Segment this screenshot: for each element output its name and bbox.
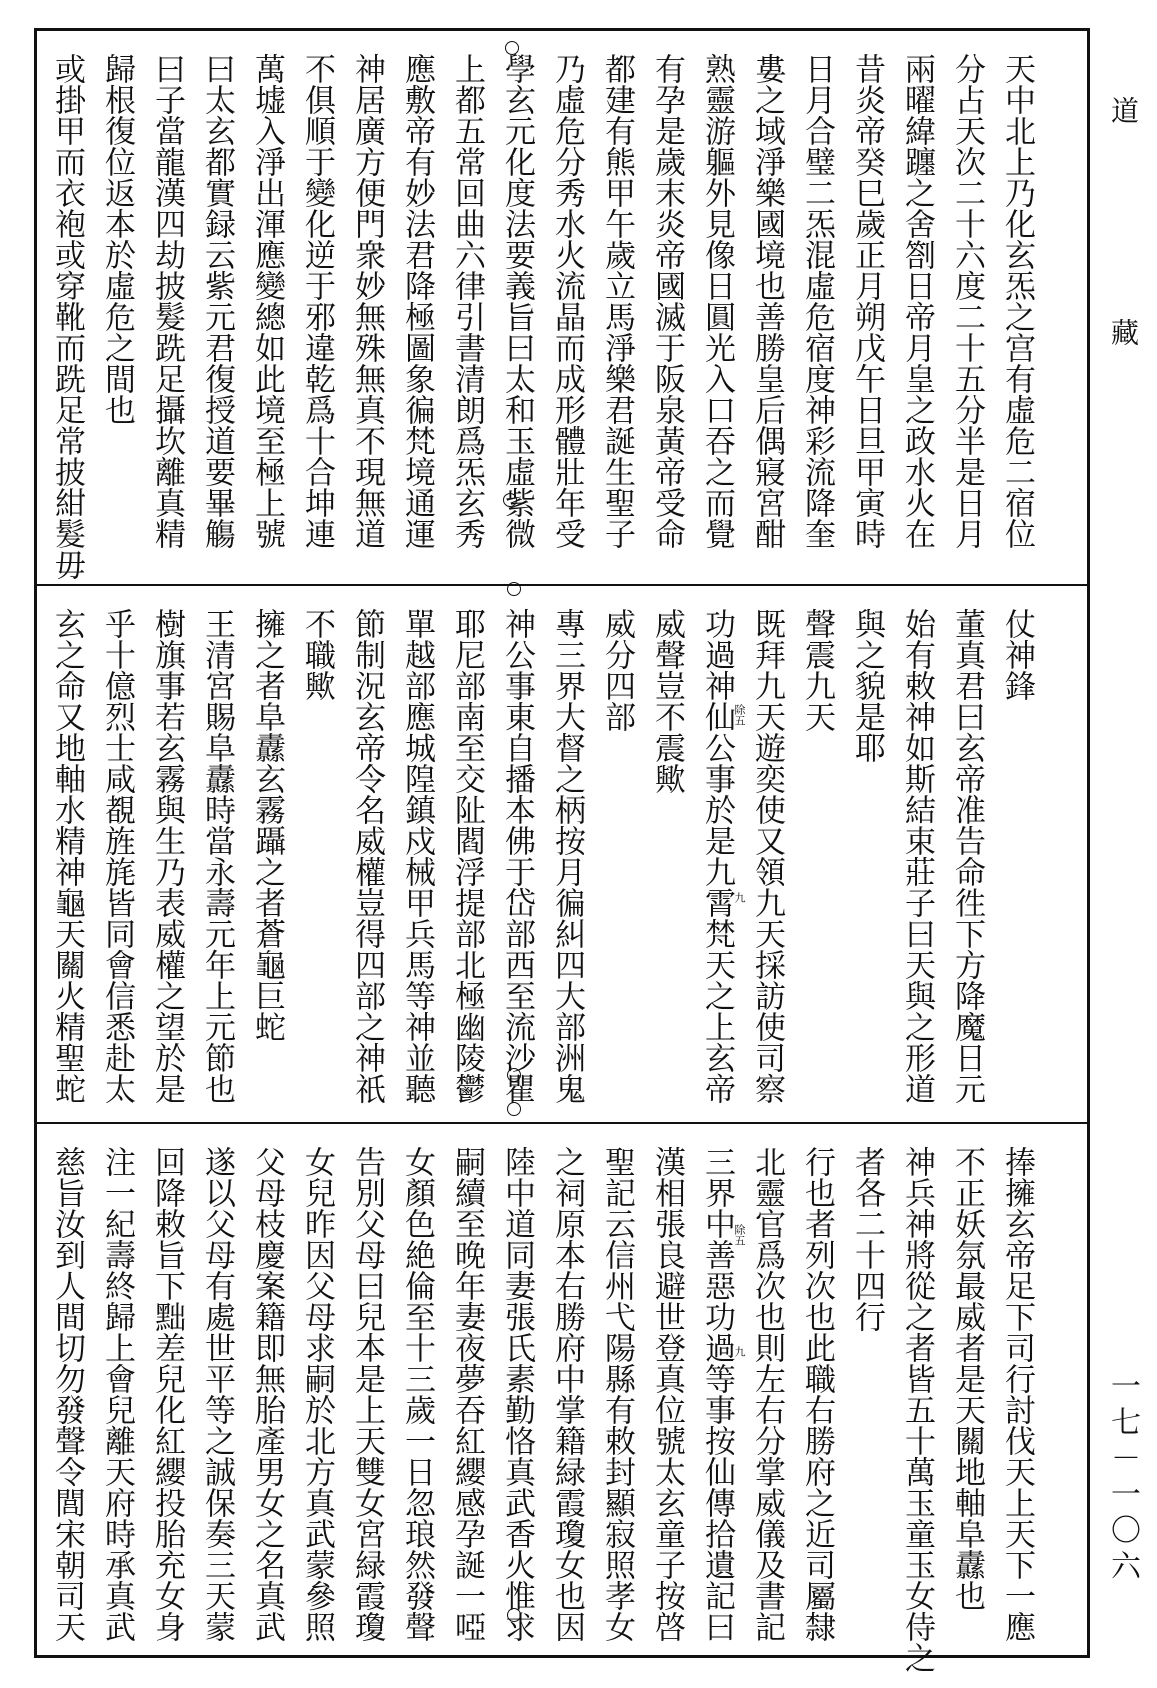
text-column: 不職歟 <box>299 608 335 701</box>
text-column: 威分四部 <box>599 608 635 732</box>
collection-title-char-2: 藏 <box>1107 318 1140 346</box>
text-column: 漢相張良避世登真位號太玄童子按啓 <box>649 1146 685 1642</box>
text-column: 曰太玄都實録云紫元君復授道要畢觴 <box>199 53 235 549</box>
text-column: 有孕是歲末炎帝國滅于阪泉黃帝受命 <box>649 53 685 549</box>
text-column: 乃虛危分秀水火流晶而成形體壯年受 <box>549 53 585 549</box>
text-column: 王清宮賜阜纛時當永壽元年上元節也 <box>199 608 235 1104</box>
text-column: 擁之者阜纛玄霧躡之者蒼龜巨蛇 <box>249 608 285 1042</box>
text-column: 既拜九天遊奕使又領九天採訪使司察 <box>749 608 785 1104</box>
text-column: 捧擁玄帝足下司行討伐天上天下一應 <box>999 1146 1035 1642</box>
text-column: 婁之域淨樂國境也善勝皇后偶寢宮酣 <box>749 53 785 549</box>
text-column: 專三界大督之柄按月徧糾四大部洲鬼 <box>549 608 585 1104</box>
register-middle <box>37 586 1087 1124</box>
text-column: 天中北上乃化玄炁之宫有虛危二宿位 <box>999 53 1035 549</box>
text-column: 聖記云信州弋陽縣有敕封顯寂照孝女 <box>599 1146 635 1642</box>
text-column: 或掛甲而衣袍或穿靴而跣足常披紺髮毋 <box>49 53 85 580</box>
text-column: 節制況玄帝令名威權豈得四部之神祇 <box>349 608 385 1104</box>
text-column: 女兒昨因父母求嗣於北方真武蒙參照 <box>299 1146 335 1642</box>
text-column: 威聲豈不震歟 <box>649 608 685 794</box>
text-column: 歸根復位返本於虛危之間也 <box>99 53 135 425</box>
text-column: 父母枝慶案籍即無胎產男女之名真武 <box>249 1146 285 1642</box>
text-column: 告別父母曰兒本是上天雙女宮緑霞瓊 <box>349 1146 385 1642</box>
text-column: 都建有熊甲午歲立馬淨樂君誕生聖子 <box>599 53 635 549</box>
text-column: 陸中道同妻張氏素勤恪真武香火惟求 <box>499 1146 535 1642</box>
text-column: 昔炎帝癸巳歲正月朔戊午日旦甲寅時 <box>849 53 885 549</box>
text-column: 功過神仙公事於是九霄梵天之上玄帝 <box>699 608 735 1104</box>
text-column: 不正妖氛最威者是天關地軸阜纛也 <box>949 1146 985 1611</box>
text-column: 分占天次二十六度二十五分半是日月 <box>949 53 985 549</box>
text-column: 回降敕旨下黜差兒化紅纓投胎充女身 <box>149 1146 185 1642</box>
text-column: 遂以父母有處世平等之誠保奏三天蒙 <box>199 1146 235 1642</box>
punctuation-circle-mark <box>507 582 521 596</box>
collection-title-char-1: 道 <box>1107 96 1140 124</box>
text-column: 單越部應城隍鎮戍械甲兵馬等神並聽 <box>399 608 435 1104</box>
scripture-page-frame <box>34 28 1090 1673</box>
register-bottom <box>37 1124 1087 1673</box>
text-column: 始有敕神如斯結束莊子曰天與之形道 <box>899 608 935 1104</box>
text-column: 曰子當龍漢四劫披髮跣足攝坎離真精 <box>149 53 185 549</box>
text-column: 神居廣方便門衆妙無殊無真不現無道 <box>349 53 385 549</box>
text-column: 與之貌是耶 <box>849 608 885 763</box>
register-top <box>37 31 1087 586</box>
text-column: 兩曜緯躔之舍劄日帝月皇之政水火在 <box>899 53 935 549</box>
text-column: 學玄元化度法要義旨曰太和玉虛紫微 <box>499 53 535 549</box>
text-column: 董真君曰玄帝准告命徃下方降魔日元 <box>949 608 985 1104</box>
text-column: 仗神鋒 <box>999 608 1035 701</box>
text-column: 者各二十四行 <box>849 1146 885 1332</box>
text-column: 上都五常回曲六律引書清朗爲炁玄秀 <box>449 53 485 549</box>
text-column: 女顏色絶倫至十三歲一日忽琅然發聲 <box>399 1146 435 1642</box>
page-number: 一七－一〇六 <box>1105 1370 1140 1586</box>
text-column: 不俱順于變化逆于邪違乾爲十合坤連 <box>299 53 335 549</box>
text-column: 樹旗事若玄霧與生乃表威權之望於是 <box>149 608 185 1104</box>
text-column: 神兵神將從之者皆五十萬玉童玉女侍之 <box>899 1146 935 1673</box>
collation-note: 除五 <box>733 704 746 726</box>
collation-note: 九 <box>733 892 746 903</box>
text-column: 慈旨汝到人間切勿發聲令閭宋朝司天 <box>49 1146 85 1642</box>
collation-note: 除五 <box>733 1224 746 1246</box>
text-column: 乎十億烈士咸覩旌旄皆同會信悉赴太 <box>99 608 135 1104</box>
text-column: 北靈官爲次也則左右分掌威儀及書記 <box>749 1146 785 1642</box>
text-column: 三界中善惡功過等事按仙傳拾遺記曰 <box>699 1146 735 1642</box>
text-column: 玄之命又地軸水精神龜天關火精聖蛇 <box>49 608 85 1104</box>
collation-note: 九 <box>733 1346 746 1357</box>
text-column: 耶尼部南至交阯閻浮提部北極幽陵鬱 <box>449 608 485 1104</box>
text-column: 聲震九天 <box>799 608 835 732</box>
text-column: 應敷帝有妙法君降極圖象徧梵境通運 <box>399 53 435 549</box>
text-column: 行也者列次也此職右勝府之近司屬隸 <box>799 1146 835 1642</box>
text-column: 萬墟入淨出渾應變總如此境至極上號 <box>249 53 285 549</box>
text-column: 神公事東自播本佛于岱部西至流沙瞿 <box>499 608 535 1104</box>
text-column: 熟靈游軀外見像日圓光入口吞之而覺 <box>699 53 735 549</box>
text-column: 日月合璧二炁混虛危宿度神彩流降奎 <box>799 53 835 549</box>
punctuation-circle-mark <box>507 1102 521 1116</box>
text-column: 嗣續至晚年妻夜夢吞紅纓感孕誕一啞 <box>449 1146 485 1642</box>
text-column: 之祠原本右勝府中掌籍緑霞瓊女也因 <box>549 1146 585 1642</box>
text-column: 注一紀壽終歸上會兒離天府時承真武 <box>99 1146 135 1642</box>
